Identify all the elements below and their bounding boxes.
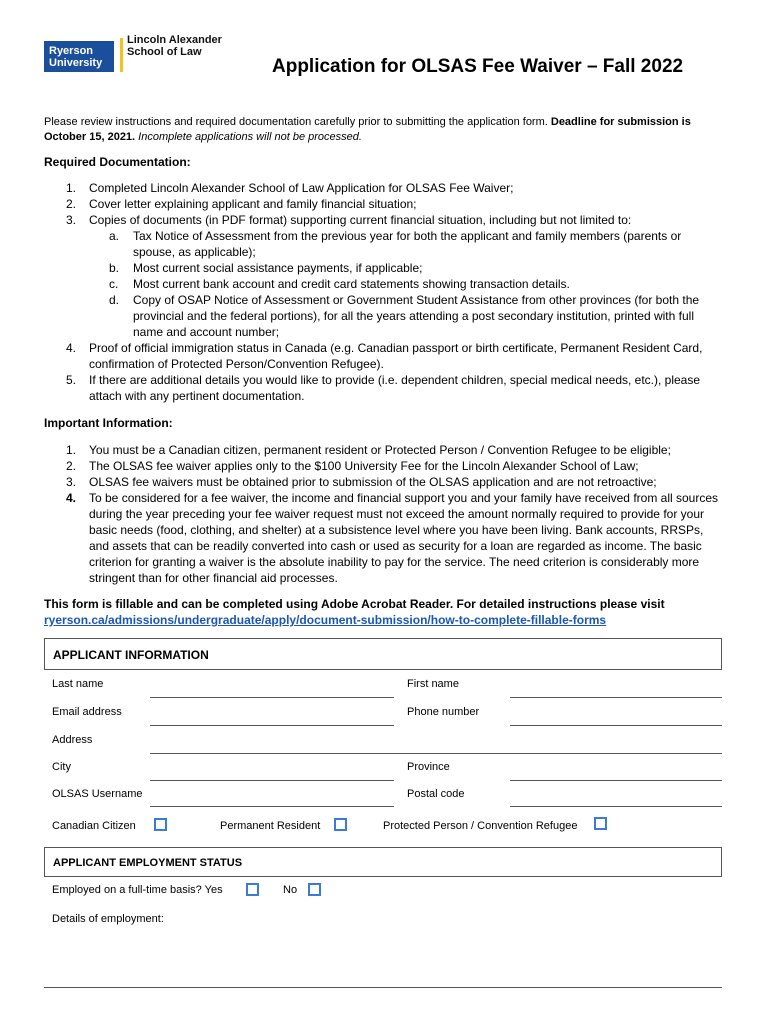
employed-no-checkbox[interactable]	[308, 883, 321, 896]
username-field[interactable]	[150, 806, 394, 807]
email-label: Email address	[52, 706, 122, 718]
employed-yes-checkbox[interactable]	[246, 883, 259, 896]
school-line1: Lincoln Alexander	[127, 34, 222, 46]
logo-line1: Ryerson	[49, 45, 94, 57]
last-name-field[interactable]	[150, 697, 394, 698]
first-name-label: First name	[407, 678, 459, 690]
postal-code-field[interactable]	[510, 806, 722, 807]
required-sublist	[89, 228, 724, 340]
required-list	[44, 180, 724, 404]
fillable-note	[44, 596, 734, 628]
important-item: 1. You must be a Canadian citizen, permanent resident or Protected Person / Convention Refugee to be eligible;	[66, 443, 671, 457]
postal-code-label: Postal code	[407, 788, 465, 800]
details-field[interactable]	[44, 987, 722, 988]
fillable-text: This form is fillable and can be completed using Adobe Acrobat Reader. For detailed instructions please visit	[44, 597, 665, 611]
required-item: 5. If there are additional details you would like to provide (i.e. dependent children, special medical needs, etc.), please attach with any pertinent documentation.	[66, 373, 701, 403]
logo-accent-bar	[120, 38, 123, 72]
details-label: Details of employment:	[52, 913, 164, 925]
employment-section	[44, 847, 722, 877]
required-subitem: b. Most current social assistance payments, if applicable;	[109, 261, 423, 275]
phone-field[interactable]	[510, 725, 722, 726]
ryerson-logo	[44, 41, 114, 72]
province-field[interactable]	[510, 780, 722, 781]
intro-paragraph	[44, 115, 724, 145]
employment-heading: APPLICANT EMPLOYMENT STATUS	[53, 857, 243, 869]
first-name-field[interactable]	[510, 697, 722, 698]
required-item: 4. Proof of official immigration status in Canada (e.g. Canadian passport or birth certificate, Permanent Resident Card, confirmation of Protected Person/Convention Refugee).	[66, 341, 703, 371]
intro-text: Please review instructions and required documentation carefully prior to submitting the application form.	[44, 116, 551, 128]
province-label: Province	[407, 761, 450, 773]
no-label: No	[283, 884, 298, 896]
citizen-checkbox[interactable]	[154, 818, 167, 831]
important-item: 3. OLSAS fee waivers must be obtained prior to submission of the OLSAS application and are not retroactive;	[66, 475, 657, 489]
important-item: 2. The OLSAS fee waiver applies only to the $100 University Fee for the Lincoln Alexander School of Law;	[66, 459, 639, 473]
resident-label: Permanent Resident	[220, 820, 321, 832]
last-name-label: Last name	[52, 678, 104, 690]
citizen-label: Canadian Citizen	[52, 820, 136, 832]
address-field[interactable]	[150, 753, 722, 754]
required-subitem: a. Tax Notice of Assessment from the previous year for both the applicant and family members (parents or spouse, as applicable);	[109, 229, 682, 259]
required-heading: Required Documentation:	[44, 155, 191, 169]
refugee-label: Protected Person / Convention Refugee	[383, 820, 578, 832]
required-item: 1. Completed Lincoln Alexander School of Law Application for OLSAS Fee Waiver;	[66, 181, 514, 195]
important-heading: Important Information:	[44, 416, 173, 430]
logo-line2: University	[49, 57, 103, 69]
yes-label: Yes	[204, 884, 223, 896]
important-item: 4. To be considered for a fee waiver, the income and financial support you and your family have received from all sources during the year preceding your fee waiver request must not exceed the amount normally required to provide for your basic needs (food, clothing, and shelter) at a subsistence level where you have been living. Bank accounts, RRSPs, and assets that can be readily converted into cash or used as security for a loan are regarded as income. The basic criterion for granting a waiver is the absolute inability to pay for the service. The need criterion is considerably more stringent than for other financial aid processes.	[66, 491, 719, 585]
important-list	[44, 442, 724, 586]
address-label: Address	[52, 734, 93, 746]
refugee-checkbox[interactable]	[594, 817, 607, 830]
applicant-info-heading: APPLICANT INFORMATION	[53, 648, 209, 662]
school-name	[127, 34, 222, 58]
required-item: 2. Cover letter explaining applicant and family financial situation;	[66, 197, 417, 211]
page-title: Application for OLSAS Fee Waiver – Fall 2022	[272, 56, 684, 77]
email-field[interactable]	[150, 725, 394, 726]
username-label: OLSAS Username	[52, 788, 143, 800]
school-line2: School of Law	[127, 46, 202, 58]
applicant-info-section	[44, 638, 722, 670]
employment-question: Employed on a full-time basis? Yes	[52, 884, 223, 896]
city-field[interactable]	[150, 780, 394, 781]
required-item: 3. Copies of documents (in PDF format) supporting current financial situation, including but not limited to: a. Tax Notice of Assessment from the previous year for both the applicant and family members (parents or spouse, as applicable); b. Most current social assistance payments, if applicable; c. Most current bank account and credit card statements showing transaction details. d. Copy of OSAP Notice of Assessment or Government Student Assistance from other provinces (for both the provincial and the federal portions), for all the years attending a post secondary institution, printed with full name and account number;	[44, 212, 724, 340]
resident-checkbox[interactable]	[334, 818, 347, 831]
instructions-link[interactable]: ryerson.ca/admissions/undergraduate/apply/document-submission/how-to-complete-fillable-forms	[44, 613, 607, 627]
phone-label: Phone number	[407, 706, 480, 718]
intro-note: Incomplete applications will not be processed.	[135, 131, 362, 143]
intro-deadline: Deadline for submission is October 15, 2021.	[44, 116, 691, 143]
city-label: City	[52, 761, 71, 773]
required-subitem: c. Most current bank account and credit card statements showing transaction details.	[109, 277, 570, 291]
required-subitem: d. Copy of OSAP Notice of Assessment or Government Student Assistance from other provinces (for both the provincial and the federal portions), for all the years attending a post secondary institution, printed with full name and account number;	[109, 293, 700, 339]
